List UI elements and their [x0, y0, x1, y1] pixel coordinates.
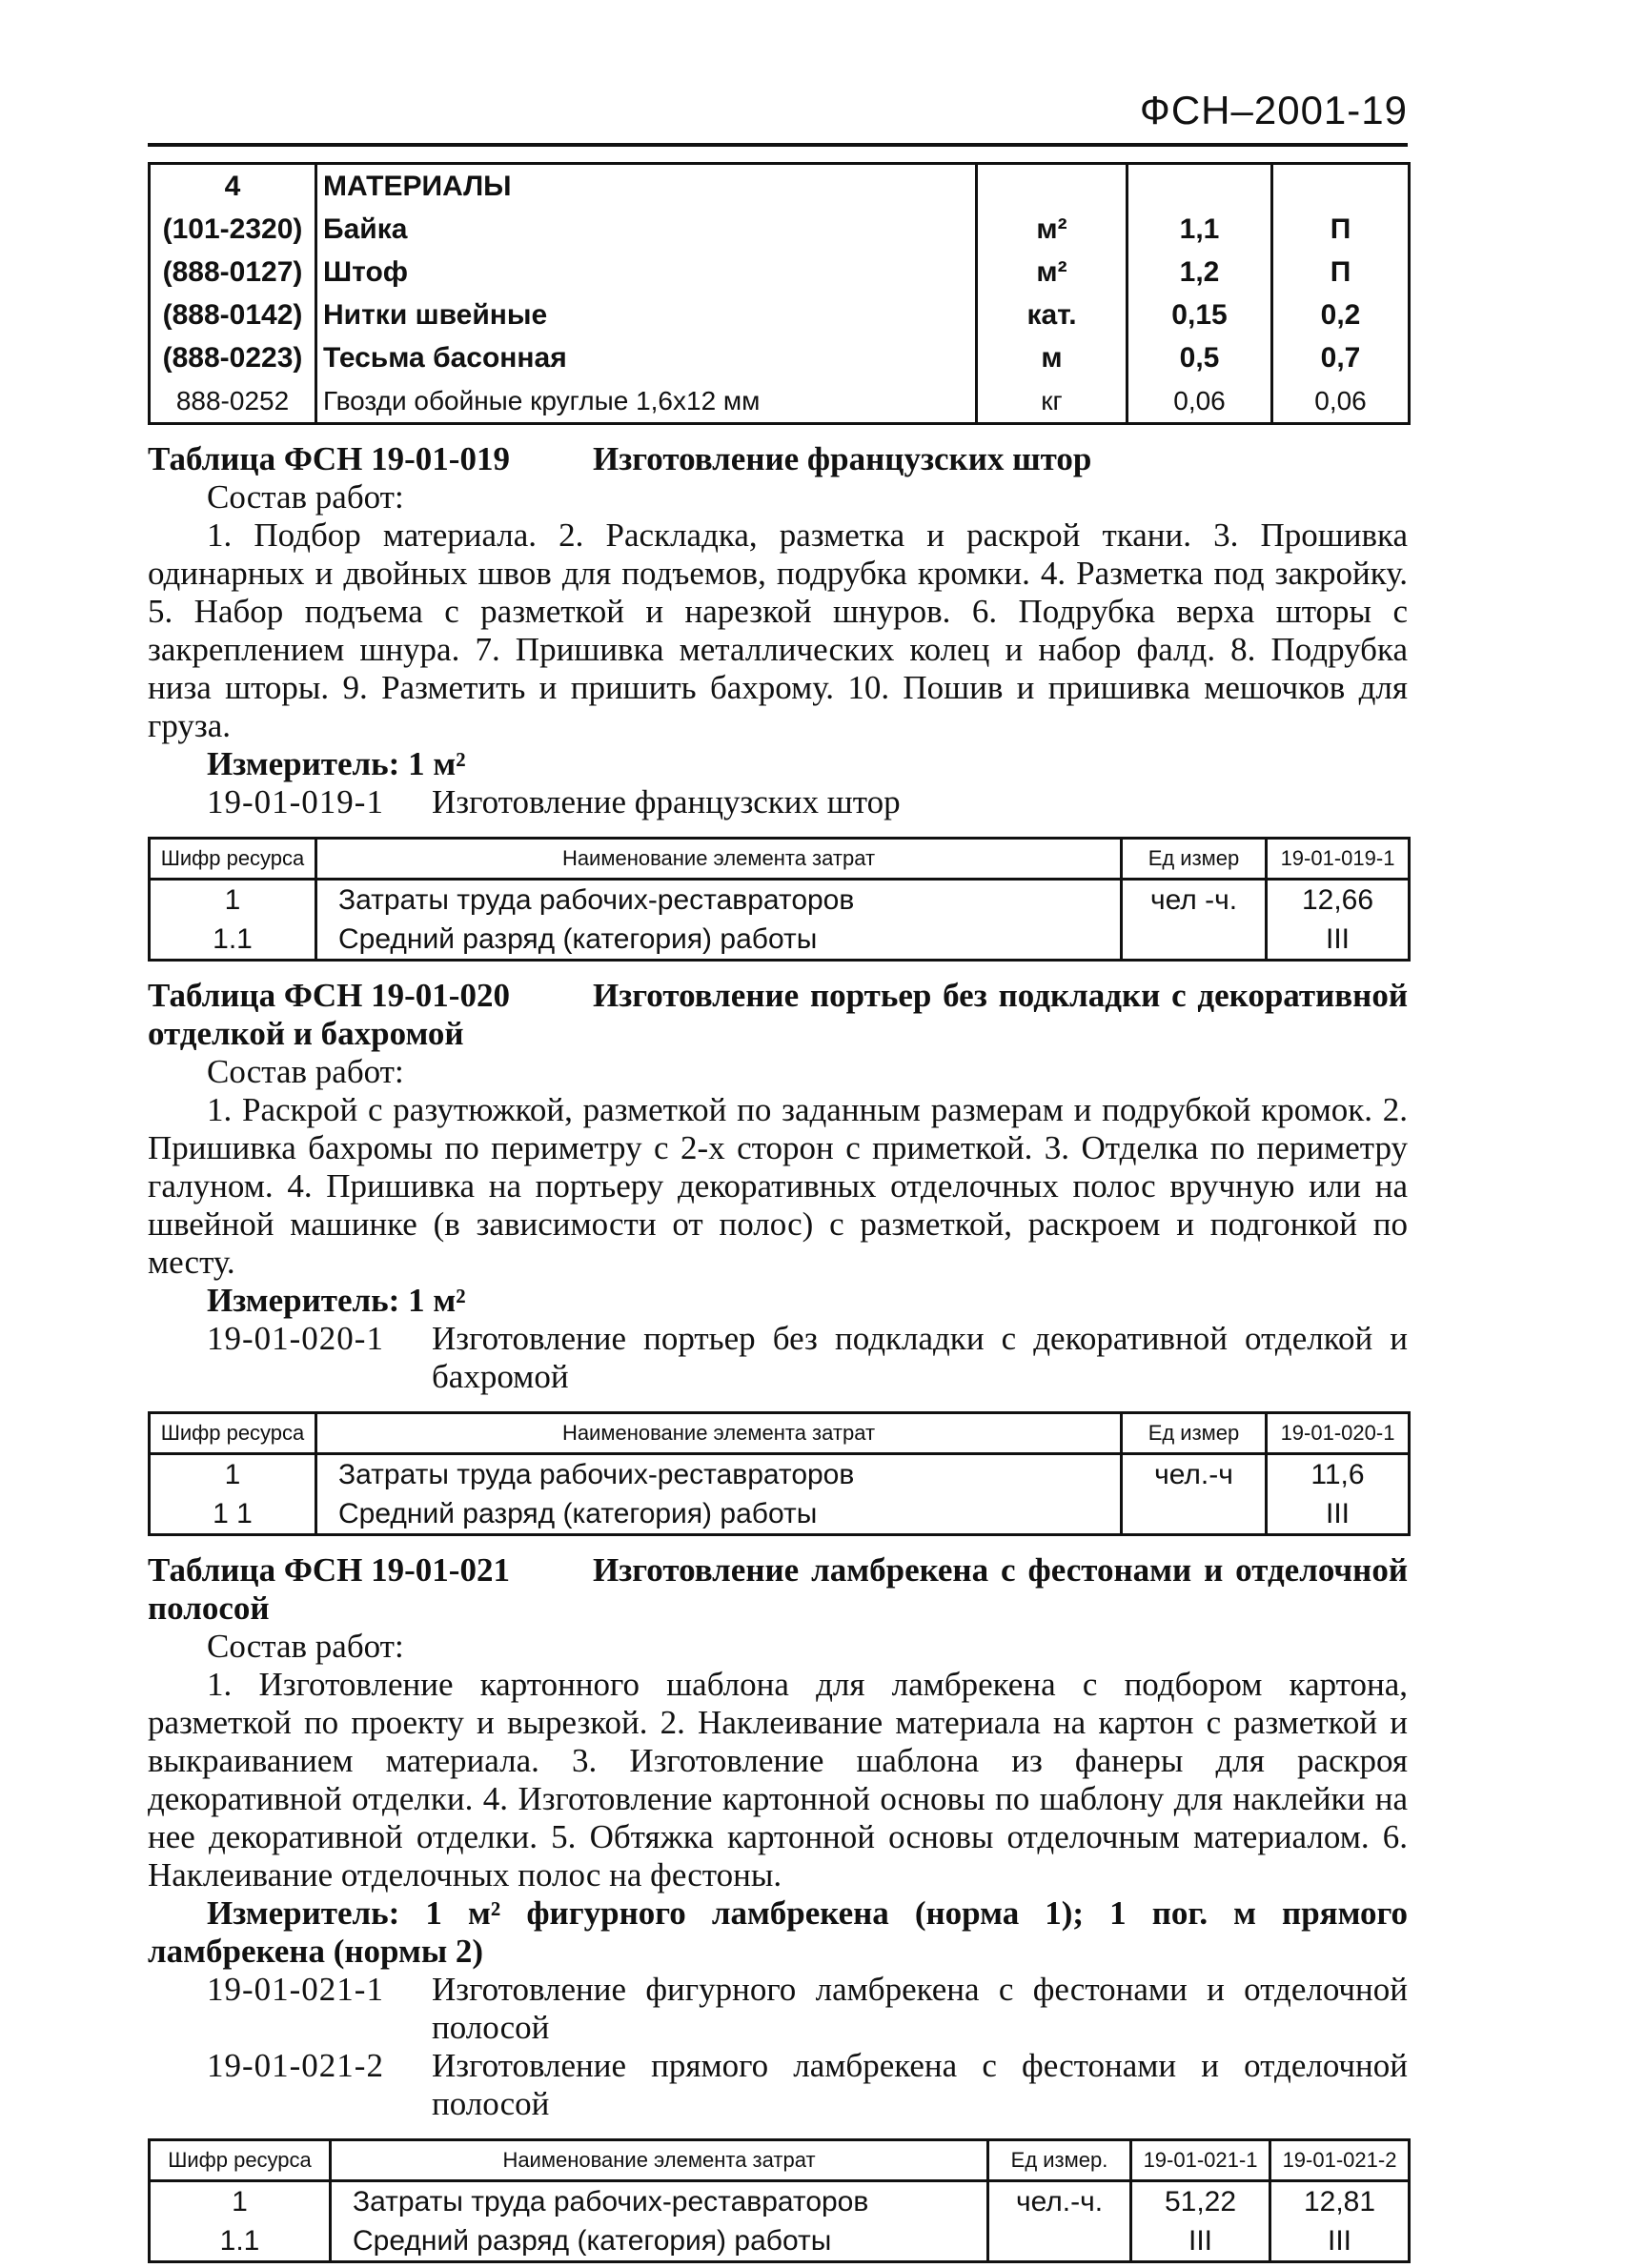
norm-desc: Изготовление фигурного ламбрекена с фестонами и отделочной полосой [432, 1971, 1408, 2046]
col-header: Шифр ресурса [150, 1413, 316, 1454]
meter-label: Измеритель: 1 м² [207, 745, 466, 782]
norm-code: 19-01-021-1 [207, 1971, 384, 2008]
material-unit: м² [977, 251, 1127, 294]
col-header: 19-01-020-1 [1267, 1413, 1410, 1454]
resource-value: III [1270, 2221, 1410, 2262]
table-row [150, 880, 1410, 921]
table-title: Изготовление портьер без подкладки с декоративной отделкой и бахромой [148, 977, 1408, 1052]
material-value: 0,7 [1272, 336, 1410, 379]
resource-unit [1122, 920, 1267, 961]
material-value: 0,15 [1127, 294, 1272, 336]
section-19-01-019 [148, 440, 1408, 962]
composition-label: Состав работ: [207, 1053, 404, 1090]
table-row [150, 208, 1410, 251]
norm-row [148, 1971, 1408, 2047]
resource-code: 1 [150, 2181, 331, 2222]
material-code: (101-2320) [150, 208, 316, 251]
resource-code: 1 1 [150, 1494, 316, 1535]
resource-table [148, 2138, 1411, 2263]
material-value: 0,06 [1127, 379, 1272, 424]
col-header: Наименование элемента затрат [331, 2140, 988, 2181]
section-19-01-021 [148, 1551, 1408, 2263]
resource-unit [988, 2221, 1131, 2262]
resource-name: Затраты труда рабочих-реставраторов [316, 880, 1122, 921]
norm-desc: Изготовление французских штор [432, 783, 901, 820]
resource-value: III [1267, 1494, 1410, 1535]
resource-unit: чел.-ч [1122, 1454, 1267, 1495]
material-value: П [1272, 251, 1410, 294]
table-row [150, 379, 1410, 424]
table-row [150, 2221, 1410, 2262]
norm-desc: Изготовление портьер без подкладки с декоративной отделкой и бахромой [432, 1320, 1408, 1395]
col-header: Наименование элемента затрат [316, 839, 1122, 880]
material-code: (888-0142) [150, 294, 316, 336]
norm-row [148, 2047, 1408, 2123]
composition-text: 1. Подбор материала. 2. Раскладка, разметка и раскрой ткани. 3. Прошивка одинарных и двойных швов для подъемов, подрубка кромки. 4. Разметка под закройку. 5. Набор подъема с разметкой и нарезкой шнуров. 6. Подрубка верха шторы с закреплением шнура. 7. Пришивка металлических колец и набор фалд. 8. Подрубка низа шторы. 9. Разметить и пришить бахрому. 10. Пошив и пришивка мешочков для груза. [148, 516, 1408, 744]
page-header: ФСН–2001-19 [1139, 88, 1408, 132]
composition-text: 1. Изготовление картонного шаблона для ламбрекена с подбором картона, разметкой по проекту и вырезкой. 2. Наклеивание материала на картон с разметкой и выкраиванием материала. 3. Изготовление шаблона из фанеры для раскроя декоративной отделки. 4. Изготовление картонной основы по шаблону для наклейки на нее декоративной отделки. 5. Обтяжка картонной основы отделочным материалом. 6. Наклеивание отделочных полос на фестоны. [148, 1666, 1408, 1893]
resource-table [148, 837, 1411, 962]
resource-value: 51,22 [1131, 2181, 1270, 2222]
material-unit: кг [977, 379, 1127, 424]
page-content [148, 162, 1408, 2263]
col-header: 19-01-021-2 [1270, 2140, 1410, 2181]
material-name: Нитки швейные [316, 294, 977, 336]
norm-row [148, 1320, 1408, 1396]
norm-code: 19-01-019-1 [207, 783, 384, 820]
material-value: 0,2 [1272, 294, 1410, 336]
section-19-01-020 [148, 977, 1408, 1536]
resource-table [148, 1411, 1411, 1536]
table-row [150, 294, 1410, 336]
resource-header-row [150, 839, 1410, 880]
table-title: Изготовление ламбрекена с фестонами и отделочной полосой [148, 1551, 1408, 1627]
norm-code: 19-01-021-2 [207, 2047, 384, 2084]
material-value: 1,1 [1127, 208, 1272, 251]
table-code: Таблица ФСН 19-01-021 [148, 1551, 510, 1589]
norm-row [148, 783, 1408, 821]
material-value: П [1272, 208, 1410, 251]
material-value: 0,5 [1127, 336, 1272, 379]
table-row [150, 251, 1410, 294]
material-code: (888-0127) [150, 251, 316, 294]
material-code: (888-0223) [150, 336, 316, 379]
material-code: 888-0252 [150, 379, 316, 424]
section-heading [148, 977, 1408, 1053]
resource-code: 1.1 [150, 2221, 331, 2262]
resource-unit: чел.-ч. [988, 2181, 1131, 2222]
section-heading [148, 440, 1408, 478]
resource-unit [1122, 1494, 1267, 1535]
meter-label: Измеритель: 1 м² фигурного ламбрекена (норма 1); 1 пог. м прямого ламбрекена (нормы 2) [148, 1894, 1408, 1970]
materials-header-row [150, 164, 1410, 209]
resource-code: 1.1 [150, 920, 316, 961]
resource-header-row [150, 1413, 1410, 1454]
col-header: 19-01-021-1 [1131, 2140, 1270, 2181]
resource-name: Средний разряд (категория) работы [331, 2221, 988, 2262]
material-name: Штоф [316, 251, 977, 294]
resource-value: 11,6 [1267, 1454, 1410, 1495]
resource-value: III [1131, 2221, 1270, 2262]
composition-label: Состав работ: [207, 1628, 404, 1665]
table-row [150, 1454, 1410, 1495]
materials-section-number: 4 [150, 164, 316, 209]
resource-value: 12,66 [1267, 880, 1410, 921]
table-code: Таблица ФСН 19-01-020 [148, 977, 510, 1014]
col-header: Ед измер [1122, 1413, 1267, 1454]
materials-section-title: МАТЕРИАЛЫ [316, 164, 977, 209]
resource-value: 12,81 [1270, 2181, 1410, 2222]
col-header: Шифр ресурса [150, 839, 316, 880]
table-title: Изготовление французских штор [593, 440, 1092, 477]
header-rule [148, 143, 1408, 147]
col-header: Ед измер [1122, 839, 1267, 880]
col-header: Шифр ресурса [150, 2140, 331, 2181]
material-unit: м [977, 336, 1127, 379]
table-code: Таблица ФСН 19-01-019 [148, 440, 510, 477]
material-name: Гвозди обойные круглые 1,6х12 мм [316, 379, 977, 424]
material-value: 0,06 [1272, 379, 1410, 424]
resource-name: Затраты труда рабочих-реставраторов [316, 1454, 1122, 1495]
col-header: 19-01-019-1 [1267, 839, 1410, 880]
composition-text: 1. Раскрой с разутюжкой, разметкой по заданным размерам и подрубкой кромок. 2. Пришивка бахромы по периметру с 2-х сторон с приметкой. 3. Отделка по периметру галуном. 4. Пришивка на портьеру декоративных отделочных полос вручную или на швейной машинке (в зависимости от полос) с разметкой, раскроем и подгонкой по месту. [148, 1091, 1408, 1281]
table-row [150, 2181, 1410, 2222]
norm-desc: Изготовление прямого ламбрекена с фестонами и отделочной полосой [432, 2047, 1408, 2122]
resource-name: Средний разряд (категория) работы [316, 920, 1122, 961]
material-name: Тесьма басонная [316, 336, 977, 379]
material-name: Байка [316, 208, 977, 251]
material-unit: кат. [977, 294, 1127, 336]
section-heading [148, 1551, 1408, 1628]
resource-name: Средний разряд (категория) работы [316, 1494, 1122, 1535]
resource-code: 1 [150, 1454, 316, 1495]
resource-unit: чел -ч. [1122, 880, 1267, 921]
composition-label: Состав работ: [207, 478, 404, 516]
norm-code: 19-01-020-1 [207, 1320, 384, 1357]
table-row [150, 920, 1410, 961]
resource-value: III [1267, 920, 1410, 961]
table-row [150, 336, 1410, 379]
materials-table [148, 162, 1411, 425]
resource-code: 1 [150, 880, 316, 921]
material-unit: м² [977, 208, 1127, 251]
table-row [150, 1494, 1410, 1535]
resource-header-row [150, 2140, 1410, 2181]
col-header: Наименование элемента затрат [316, 1413, 1122, 1454]
col-header: Ед измер. [988, 2140, 1131, 2181]
resource-name: Затраты труда рабочих-реставраторов [331, 2181, 988, 2222]
meter-label: Измеритель: 1 м² [207, 1282, 466, 1319]
material-value: 1,2 [1127, 251, 1272, 294]
